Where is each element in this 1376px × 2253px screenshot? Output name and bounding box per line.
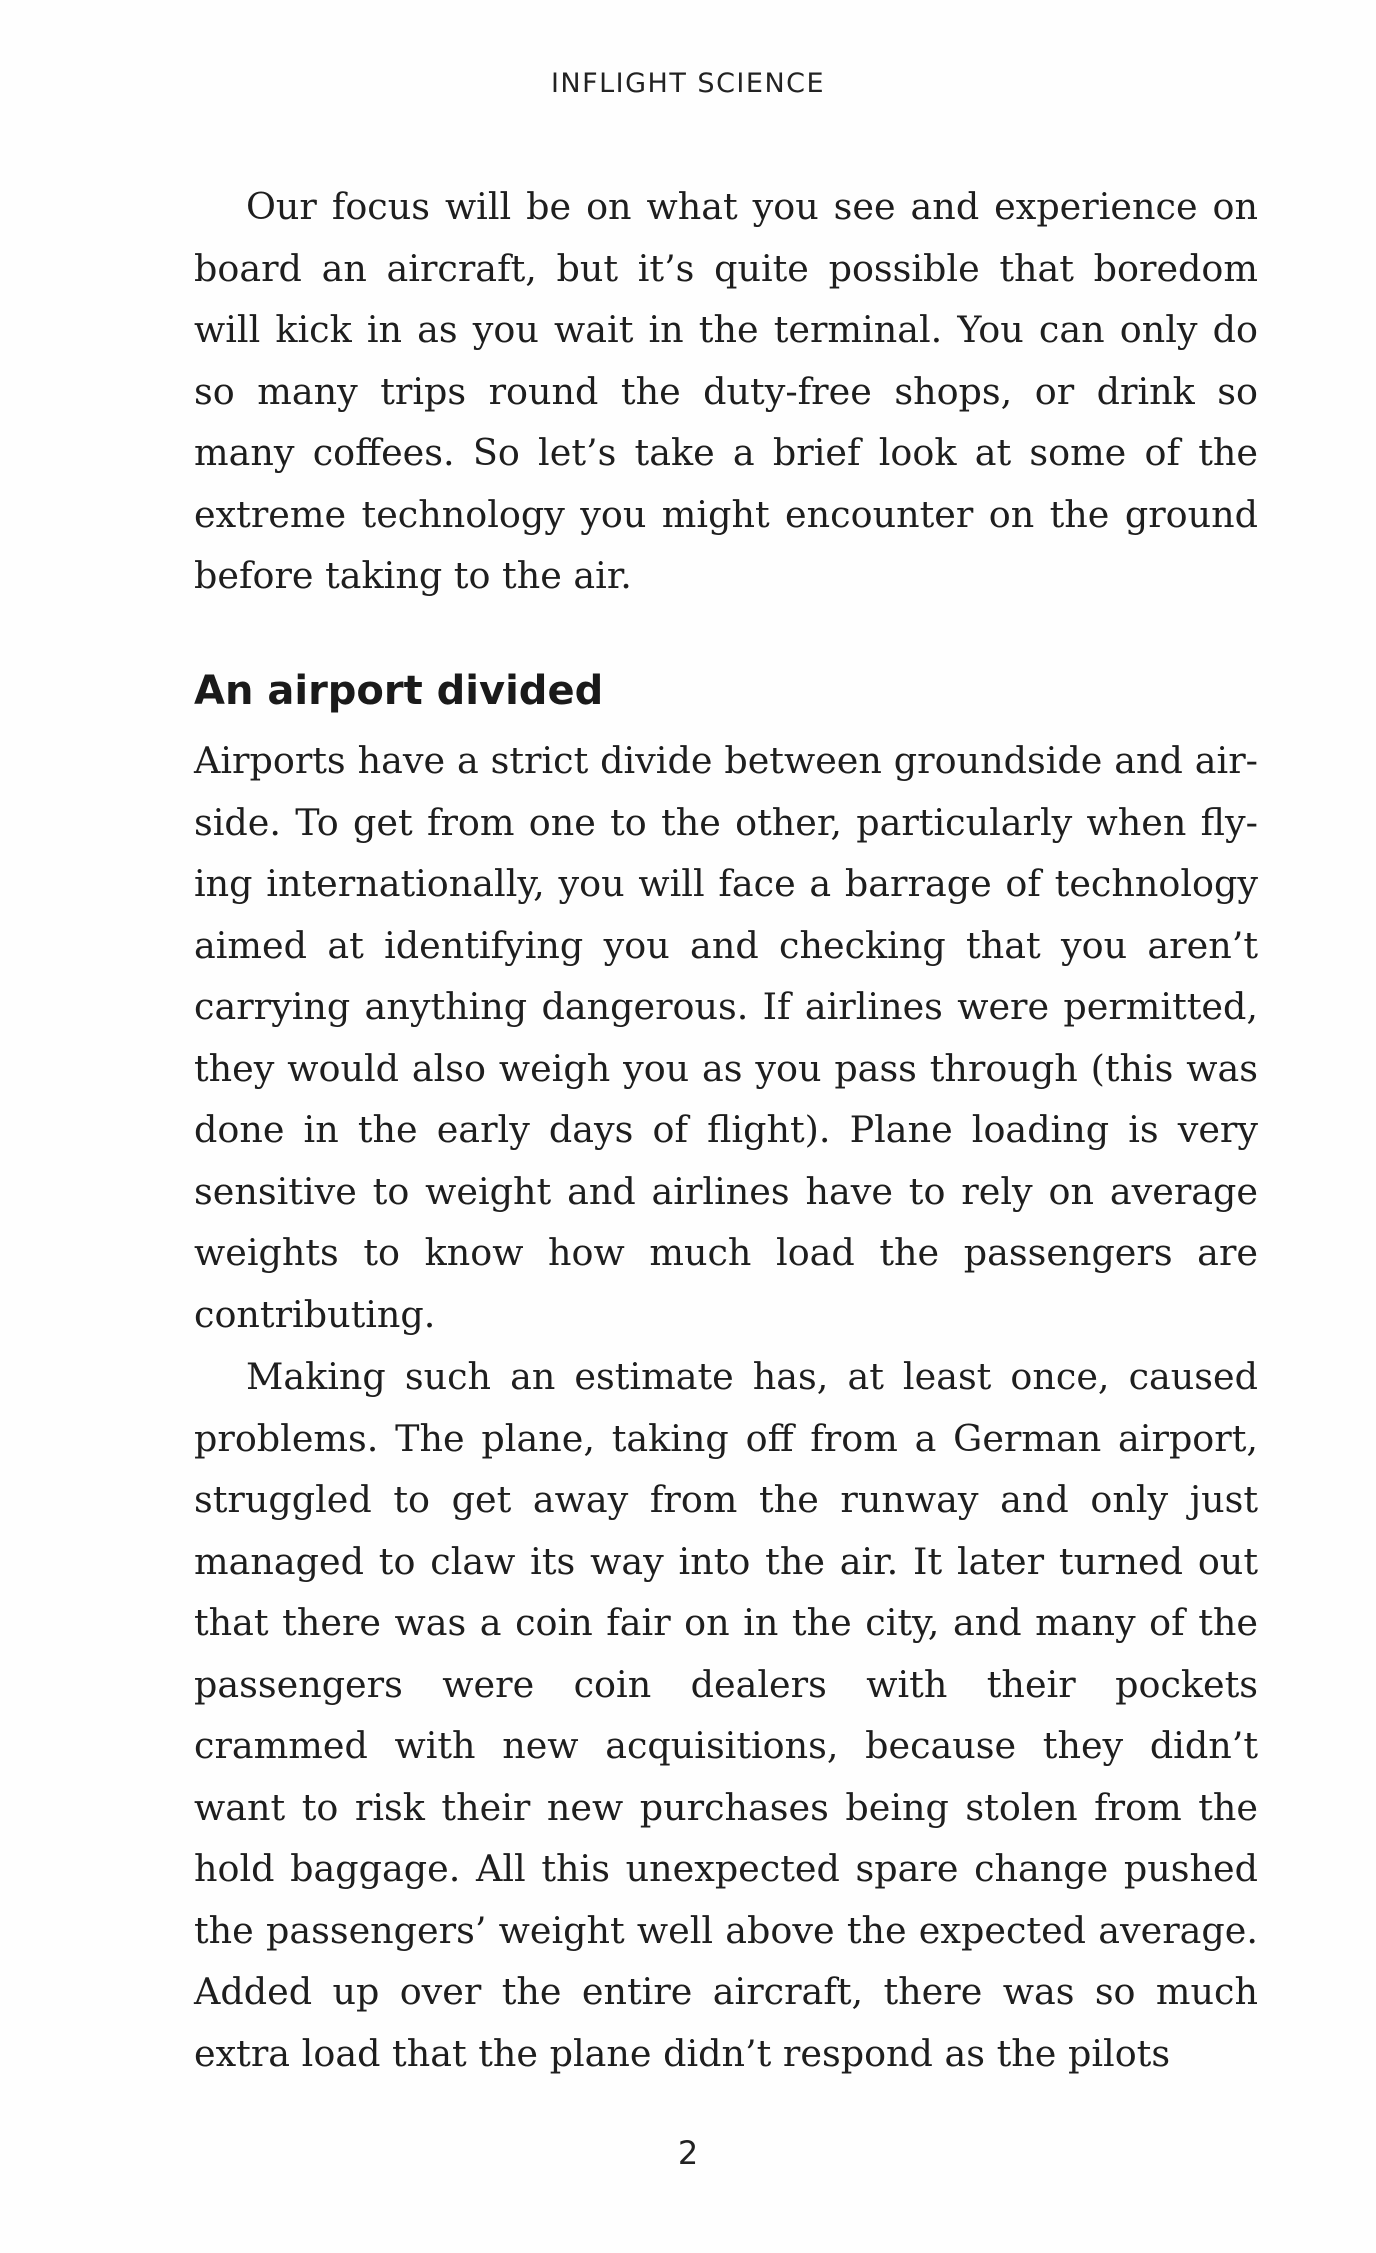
paragraph-coin-fair: Making such an estimate has, at least once, caused problems. The plane, taking off from a German airport, struggled to get away from the runway and only just managed to claw its way into the air. It later turned out that there was a coin fair on in the city, and many of the passengers were coin dealers with their pockets crammed with new acquisitions, because they didn’t want to risk their new purchases being stolen from the hold baggage. All this unexpected spare change pushed the passengers’ weight well above the expected average. Added up over the entire aircraft, there was so much extra load that the plane didn’t respond as the pilots <box>194 1355 1258 2075</box>
paragraph-airport-divide: Airports have a strict divide between groundside and airside. To get from one to the other, particularly when flying internationally, you will face a barrage of technology aimed at identifying you and checking that you aren’t carrying anything dangerous. If airlines were permitted, they would also weigh you as you pass through (this was done in the early days of flight). Plane loading is very sensitive to weight and airlines have to rely on average weights to know how much load the passengers are contributing. <box>194 739 1258 1336</box>
page-number: 2 <box>677 2134 699 2172</box>
section-heading: An airport divided <box>194 668 604 714</box>
running-head: INFLIGHT SCIENCE <box>550 68 826 99</box>
paragraph-intro: Our focus will be on what you see and experience on board an aircraft, but it’s quite possible that boredom will kick in as you wait in the terminal. You can only do so many trips round the duty-free shops, or drink so many coffees. So let’s take a brief look at some of the extreme technology you might encounter on the ground before taking to the air. <box>194 185 1258 597</box>
